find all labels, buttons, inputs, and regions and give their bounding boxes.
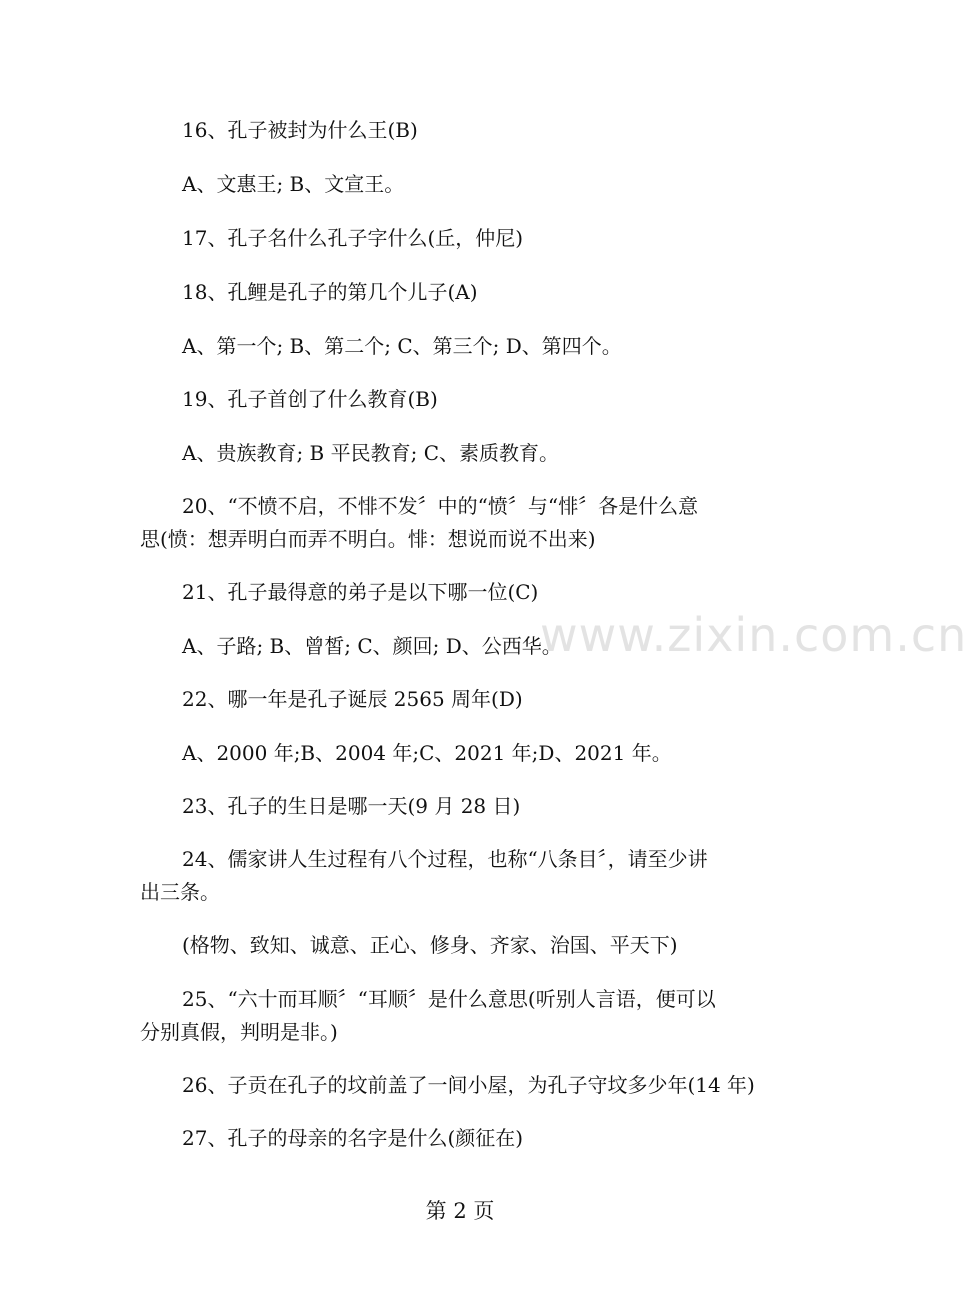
question-17: 17、孔子名什么孔子字什么(丘，仲尼) [182, 226, 524, 250]
question-24-line-1: 24、儒家讲人生过程有八个过程，也称“八条目〞，请至少讲 [182, 847, 708, 871]
question-22: 22、哪一年是孔子诞辰 2565 周年(D) [182, 687, 523, 711]
answer-24: (格物、致知、诚意、正心、修身、齐家、治国、平天下) [182, 933, 678, 957]
page-number-footer: 第 2 页 [425, 1199, 495, 1223]
question-19: 19、孔子首创了什么教育(B) [182, 387, 438, 411]
options-21: A、子路; B、曾皙; C、颜回; D、公西华。 [182, 634, 562, 658]
options-16: A、文惠王; B、文宣王。 [182, 172, 405, 196]
options-18: A、第一个; B、第二个; C、第三个; D、第四个。 [182, 334, 622, 358]
question-27: 27、孔子的母亲的名字是什么(颜征在) [182, 1126, 524, 1150]
question-24-line-2: 出三条。 [140, 880, 220, 904]
question-18: 18、孔鲤是孔子的第几个儿子(A) [182, 280, 478, 304]
options-19: A、贵族教育; B 平民教育; C、素质教育。 [182, 441, 559, 465]
watermark: www.zixin.com.cn [540, 608, 967, 662]
question-26: 26、子贡在孔子的坟前盖了一间小屋，为孔子守坟多少年(14 年) [182, 1073, 755, 1097]
question-16: 16、孔子被封为什么王(B) [182, 118, 418, 142]
options-22: A、2000 年;B、2004 年;C、2021 年;D、2021 年。 [182, 741, 672, 765]
question-23: 23、孔子的生日是哪一天(9 月 28 日) [182, 794, 521, 818]
question-20-line-2: 思(愤：想弄明白而弄不明白。悱：想说而说不出来) [140, 527, 596, 551]
question-25-line-1: 25、“六十而耳顺〞“耳顺〞是什么意思(听别人言语，便可以 [182, 987, 716, 1011]
question-21: 21、孔子最得意的弟子是以下哪一位(C) [182, 580, 539, 604]
question-20-line-1: 20、“不愤不启，不悱不发〞中的“愤〞与“悱〞各是什么意 [182, 494, 699, 518]
question-25-line-2: 分别真假，判明是非。) [140, 1020, 338, 1044]
